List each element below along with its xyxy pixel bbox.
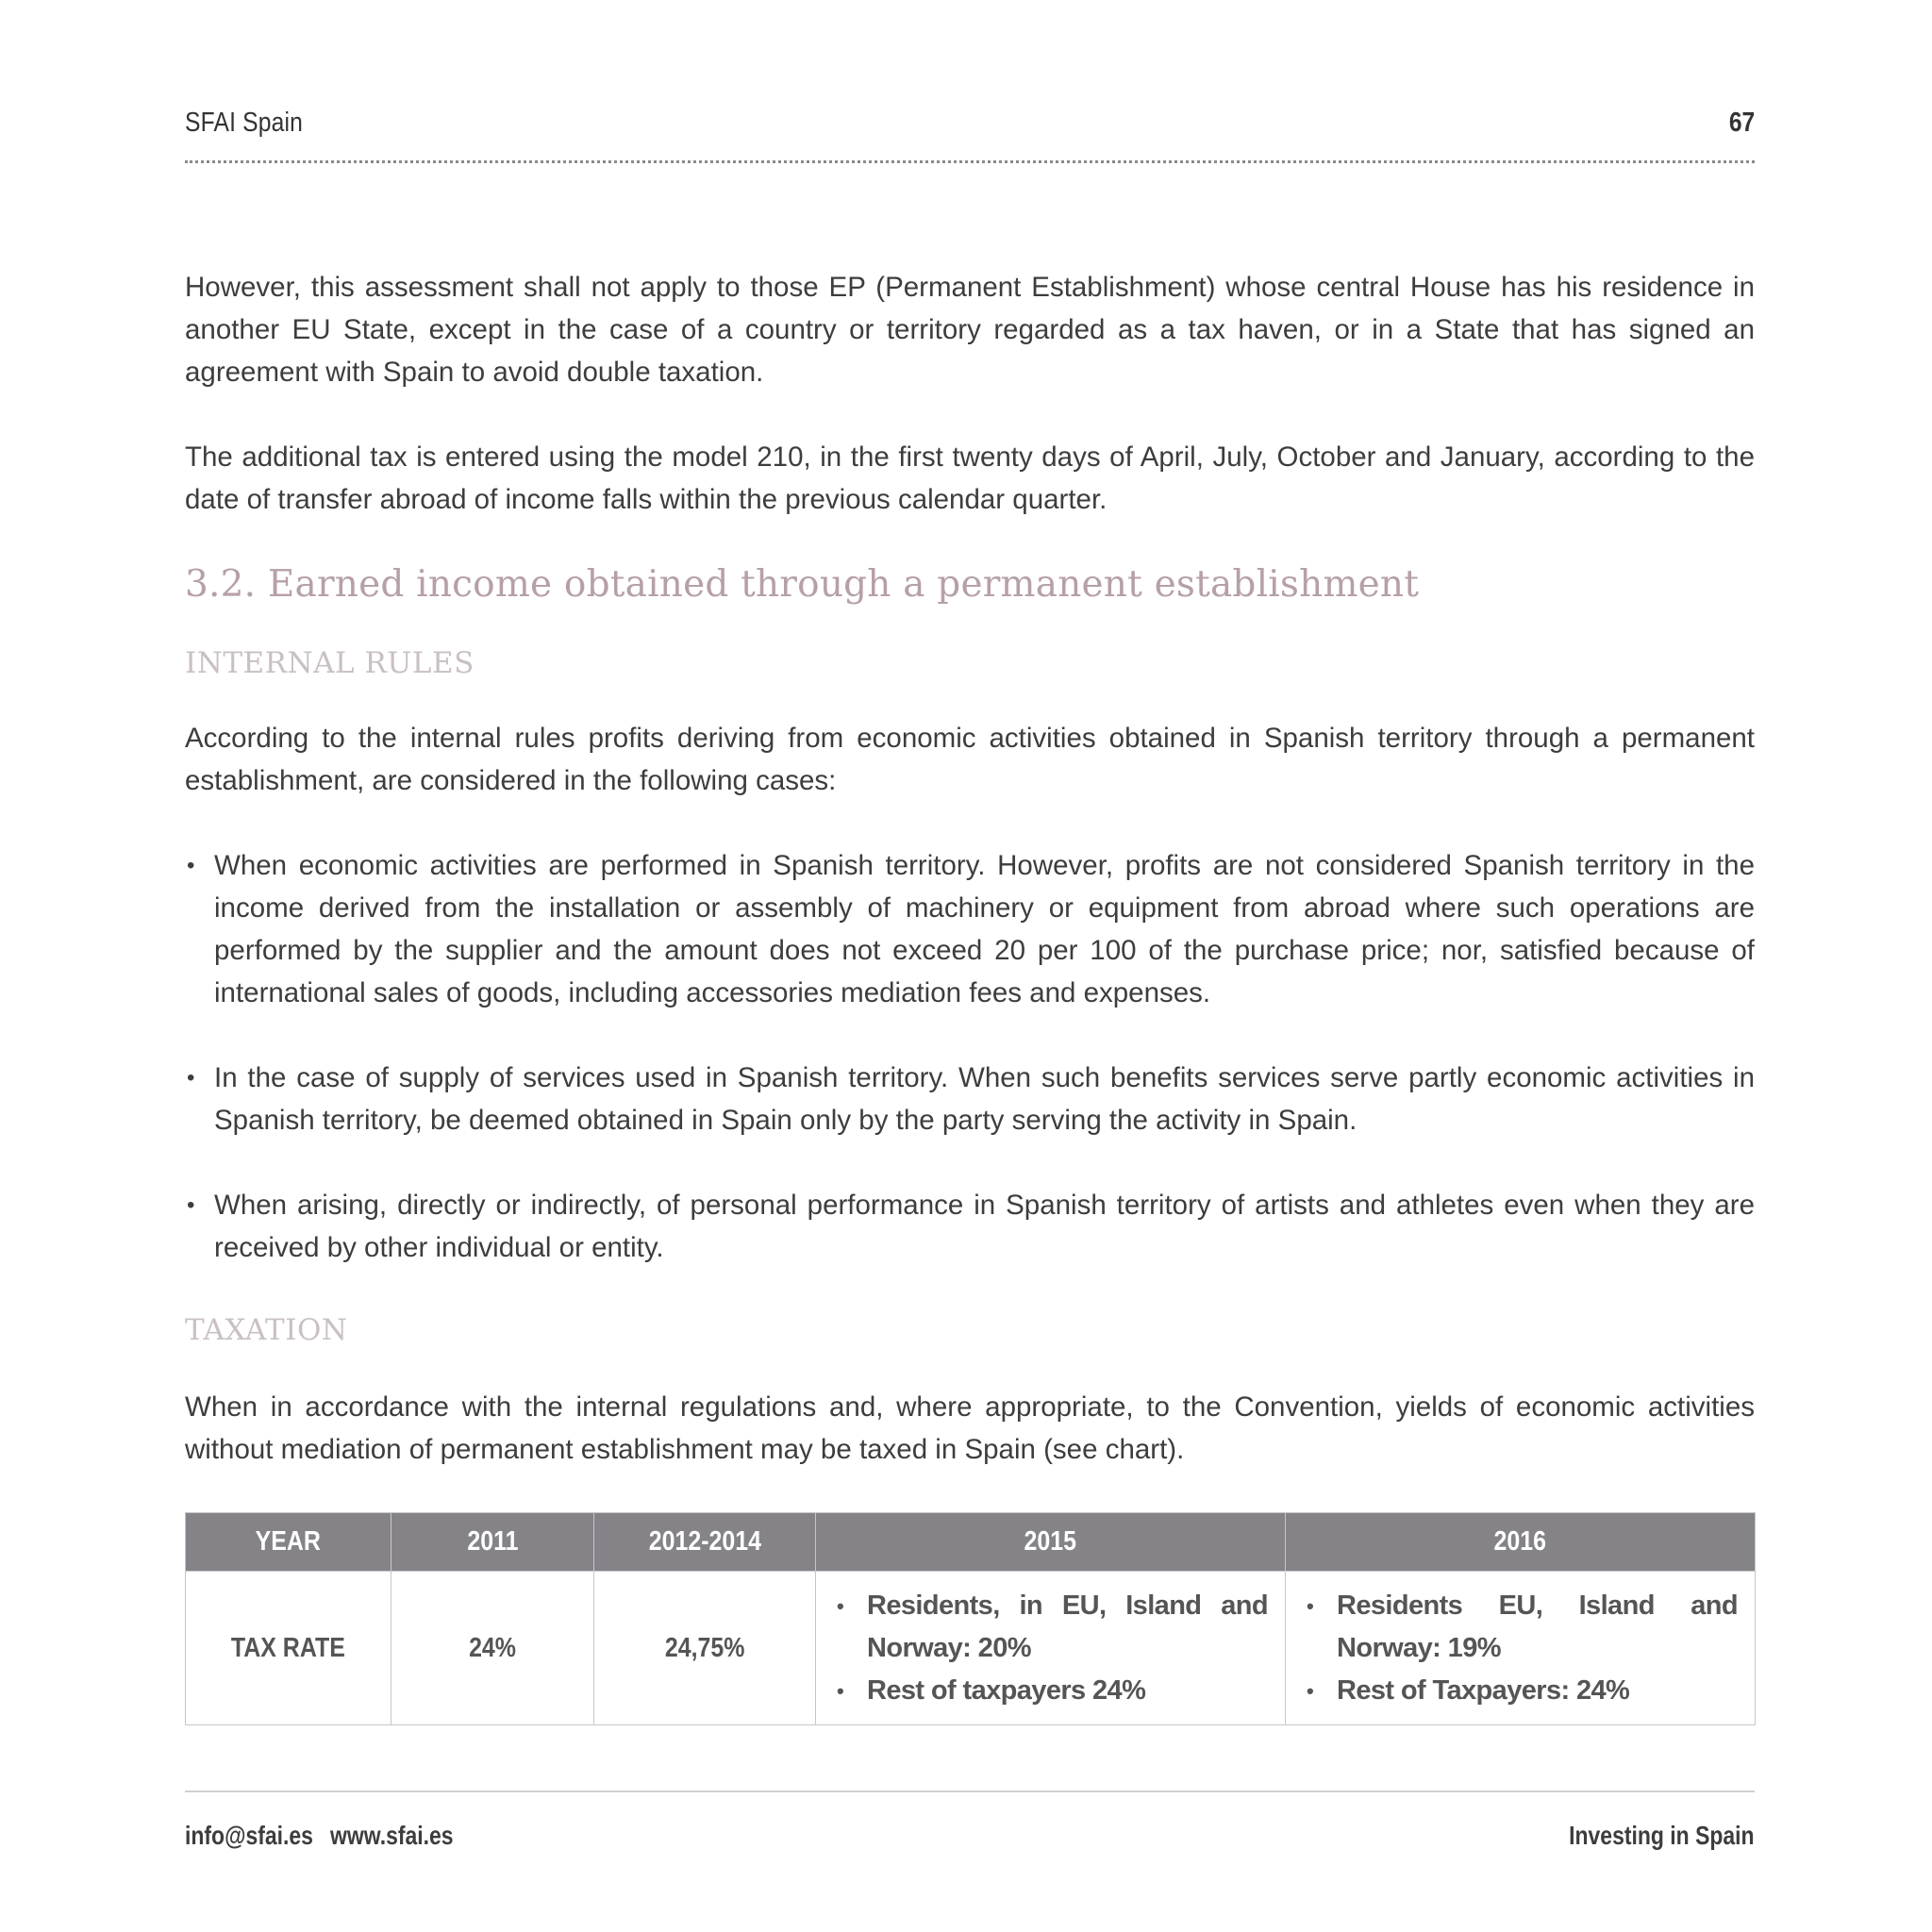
rates-2016-list [1305, 1585, 1738, 1712]
column-header-2015: 2015 [816, 1513, 1286, 1572]
list-item-text: Rest of taxpayers 24% [867, 1674, 1146, 1706]
list-item-text: Residents, in EU, Island and Norway: 20% [867, 1590, 1268, 1663]
taxation-heading: TAXATION [185, 1313, 348, 1347]
section-title: 3.2. Earned income obtained through a permanent establishment [185, 563, 1420, 606]
table-header-row [186, 1513, 1756, 1572]
cell-2012-2014: 24,75% [594, 1572, 816, 1725]
list-item-text: When economic activities are performed in Spanish territory. However, profits are not considered Spanish territory in the income derived from the installation or assembly of machinery or equipment from abroad where such operations are performed by the supplier and the amount does not exceed 20 per 100 of the purchase price; nor, satisfied because of international sales of goods, including accessories mediation fees and expenses. [214, 850, 1755, 1008]
footer-divider [185, 1790, 1755, 1792]
footer-publication-title: Investing in Spain [1569, 1821, 1755, 1850]
column-header-2016: 2016 [1286, 1513, 1756, 1572]
list-item [1305, 1585, 1738, 1670]
footer-website-link[interactable]: www.sfai.es [329, 1821, 454, 1850]
page-number: 67 [1728, 108, 1755, 138]
bullet-icon: • [187, 853, 195, 878]
bullet-icon: • [1307, 1678, 1314, 1703]
publisher-name: SFAI Spain [185, 108, 304, 138]
footer-contact [185, 1821, 454, 1851]
list-item-text: Residents EU, Island and Norway: 19% [1337, 1590, 1738, 1663]
list-item [835, 1585, 1268, 1670]
paragraph-assessment: However, this assessment shall not apply to those EP (Permanent Establishment) whose central House has his residence in another EU State, except in the case of a country or territory regarded as a tax haven, or in a State that has signed an agreement with Spain to avoid double taxation. [185, 272, 1755, 388]
cell-2016 [1286, 1572, 1756, 1725]
bullet-icon: • [1307, 1593, 1314, 1618]
page-header [185, 108, 1755, 163]
column-header-year: YEAR [186, 1513, 391, 1572]
list-item-text: In the case of supply of services used in Spanish territory. When such benefits services serve partly economic activities in Spanish territory, be deemed obtained in Spain only by the party serving the activity in Spain. [214, 1062, 1755, 1136]
document-page [185, 0, 1755, 1932]
row-label-tax-rate: TAX RATE [186, 1572, 391, 1725]
list-item [185, 844, 1755, 1014]
paragraph-taxation: When in accordance with the internal regulations and, where appropriate, to the Convention, yields of economic activities without mediation of permanent establishment may be taxed in Spain (see chart). [185, 1391, 1755, 1465]
paragraph-additional-tax: The additional tax is entered using the model 210, in the first twenty days of April, July, October and January, according to the date of transfer abroad of income falls within the previous calendar quarter. [185, 441, 1755, 515]
list-item [835, 1670, 1268, 1712]
bullet-icon: • [187, 1065, 195, 1091]
list-item [185, 1057, 1755, 1141]
list-item-text: When arising, directly or indirectly, of personal performance in Spanish territory of artists and athletes even when they are received by other individual or entity. [214, 1190, 1755, 1263]
tax-rate-table [185, 1512, 1756, 1725]
cell-2011: 24% [391, 1572, 594, 1725]
column-header-2012-2014: 2012-2014 [594, 1513, 816, 1572]
page-content [185, 266, 1755, 1725]
list-item [1305, 1670, 1738, 1712]
paragraph-internal-rules: According to the internal rules profits deriving from economic activities obtained in Spanish territory through a permanent establishment, are considered in the following cases: [185, 723, 1755, 796]
rates-2015-list [835, 1585, 1268, 1712]
bullet-icon: • [187, 1192, 195, 1218]
cell-2015 [816, 1572, 1286, 1725]
bullet-icon: • [837, 1593, 844, 1618]
cases-list [185, 844, 1755, 1269]
column-header-2011: 2011 [391, 1513, 594, 1572]
list-item [185, 1184, 1755, 1269]
internal-rules-heading: INTERNAL RULES [185, 646, 475, 680]
footer-email-link[interactable]: info@sfai.es [185, 1821, 313, 1850]
table-row [186, 1572, 1756, 1725]
list-item-text: Rest of Taxpayers: 24% [1337, 1674, 1630, 1706]
bullet-icon: • [837, 1678, 844, 1703]
